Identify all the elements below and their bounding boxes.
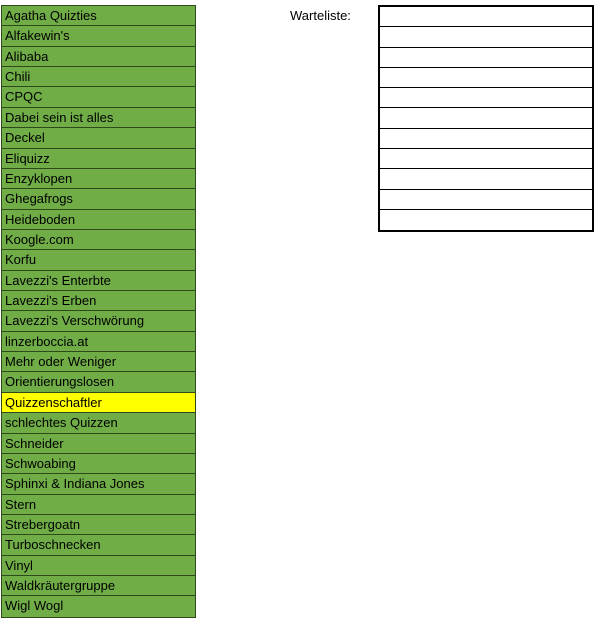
team-cell[interactable]: Lavezzi's Erben [2, 291, 195, 311]
team-cell[interactable]: Koogle.com [2, 230, 195, 250]
team-cell[interactable]: Waldkräutergruppe [2, 576, 195, 596]
team-cell[interactable]: Chili [2, 67, 195, 87]
team-cell[interactable]: Turboschnecken [2, 535, 195, 555]
team-cell[interactable]: Schneider [2, 434, 195, 454]
team-cell[interactable]: Stern [2, 495, 195, 515]
team-cell[interactable]: Korfu [2, 250, 195, 270]
team-cell[interactable]: Orientierungslosen [2, 372, 195, 392]
waitlist-cell[interactable] [380, 190, 592, 210]
waitlist-cell[interactable] [380, 108, 592, 128]
team-cell[interactable]: Wigl Wogl [2, 596, 195, 616]
team-cell[interactable]: Mehr oder Weniger [2, 352, 195, 372]
team-list [1, 5, 196, 618]
team-cell[interactable]: linzerboccia.at [2, 332, 195, 352]
team-cell[interactable]: Alibaba [2, 47, 195, 67]
waitlist-cell[interactable] [380, 129, 592, 149]
team-cell[interactable]: Lavezzi's Enterbte [2, 271, 195, 291]
team-cell[interactable]: CPQC [2, 87, 195, 107]
team-cell[interactable]: Eliquizz [2, 149, 195, 169]
waitlist-cell[interactable] [380, 68, 592, 88]
waitlist-cell[interactable] [380, 27, 592, 47]
team-cell[interactable]: Agatha Quizties [2, 6, 195, 26]
waitlist-cell[interactable] [380, 48, 592, 68]
team-cell[interactable]: Ghegafrogs [2, 189, 195, 209]
team-cell[interactable]: Schwoabing [2, 454, 195, 474]
team-cell[interactable]: Lavezzi's Verschwörung [2, 311, 195, 331]
waitlist-cell[interactable] [380, 169, 592, 189]
team-cell[interactable]: Sphinxi & Indiana Jones [2, 474, 195, 494]
team-cell[interactable]: schlechtes Quizzen [2, 413, 195, 433]
team-cell[interactable]: Quizzenschaftler [2, 393, 195, 413]
waitlist-cell[interactable] [380, 88, 592, 108]
team-cell[interactable]: Strebergoatn [2, 515, 195, 535]
waitlist-table [378, 5, 594, 232]
waitlist-cell[interactable] [380, 149, 592, 169]
team-cell[interactable]: Dabei sein ist alles [2, 108, 195, 128]
waitlist-cell[interactable] [380, 7, 592, 27]
team-cell[interactable]: Vinyl [2, 556, 195, 576]
waitlist-label: Warteliste: [290, 8, 351, 23]
team-cell[interactable]: Heideboden [2, 210, 195, 230]
team-cell[interactable]: Alfakewin's [2, 26, 195, 46]
waitlist-cell[interactable] [380, 210, 592, 230]
team-cell[interactable]: Deckel [2, 128, 195, 148]
team-cell[interactable]: Enzyklopen [2, 169, 195, 189]
